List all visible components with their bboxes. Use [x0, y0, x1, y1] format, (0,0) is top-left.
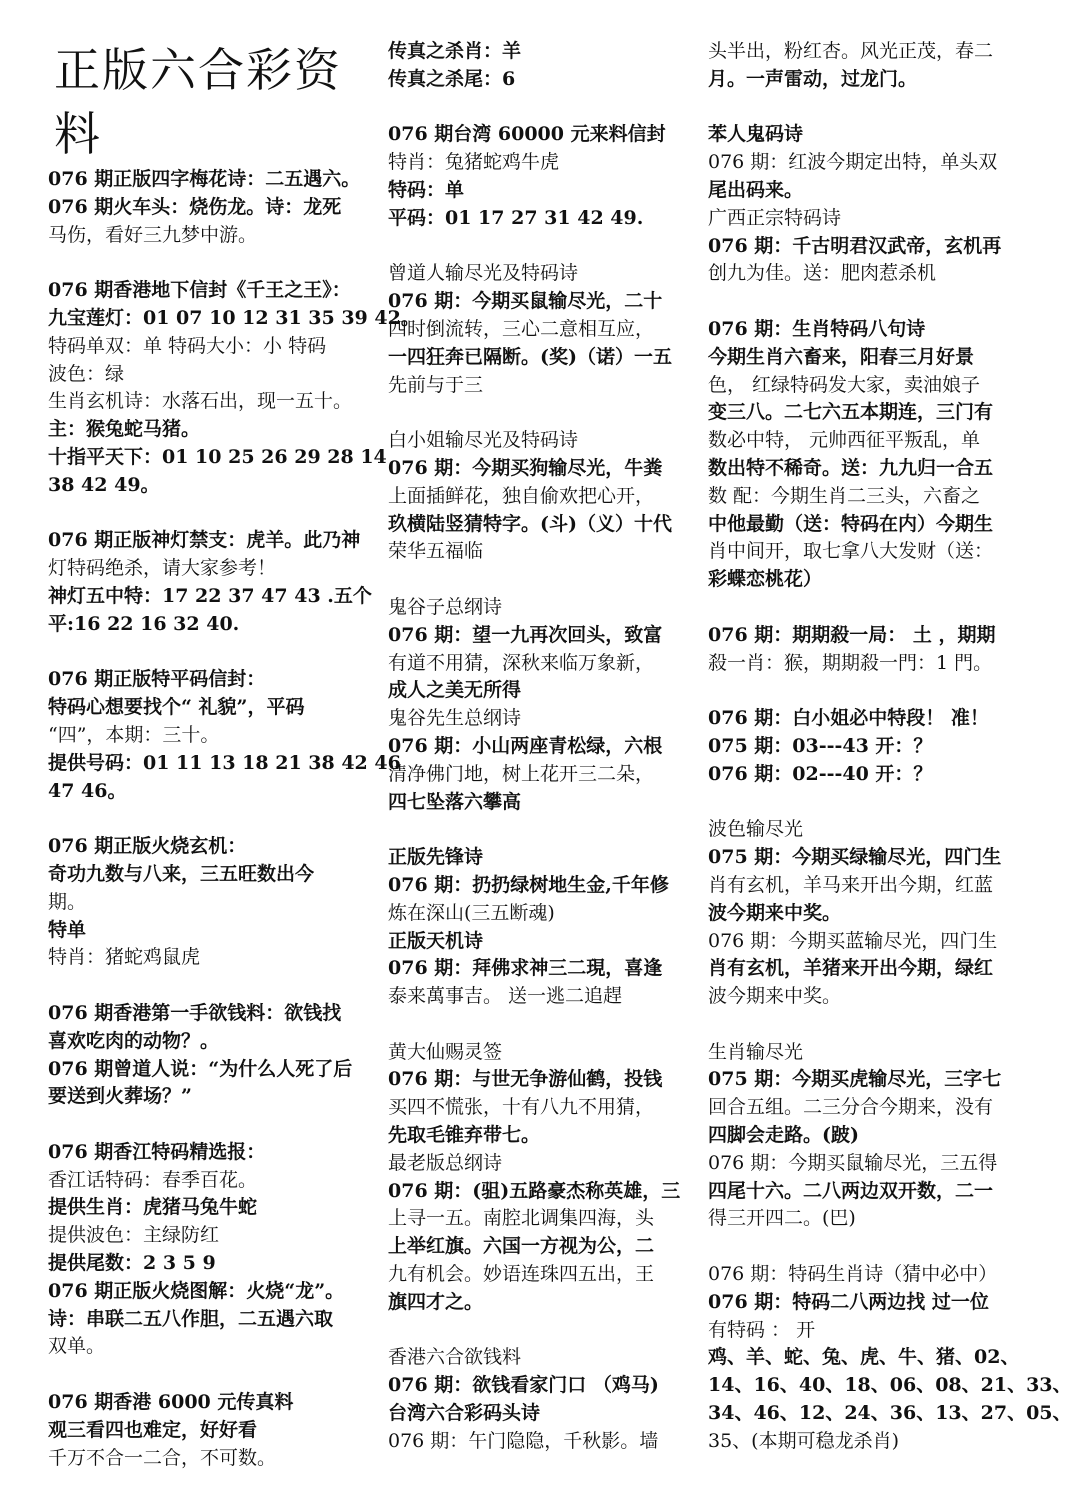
text-line: 波色：绿 [48, 362, 125, 385]
text-line: 特码：单 [388, 178, 465, 201]
text-line: 076 期火车头：烧伤龙。诗：龙死 [48, 195, 342, 218]
text-line: 075 期：03---43 开：？ [708, 734, 933, 757]
text-line: 白小姐输尽光及特码诗 [388, 429, 579, 452]
text-line: 提供尾数：2 3 5 9 [48, 1252, 216, 1275]
text-line: 076 期：今期买蓝输尽光，四门生 [708, 929, 998, 952]
text-line: 076 期：千古明君汉武帝，玄机再 [708, 234, 1002, 257]
text-line: 正版先锋诗 [388, 846, 484, 869]
text-line: 076 期：今期买鼠输尽光，三五得 [708, 1151, 998, 1174]
text-line: 色， 红绿特码发大家，卖油娘子 [708, 373, 981, 396]
text-line: 炼在深山(三五断魂) [388, 901, 555, 924]
text-line: 中他最勤（送：特码在内）今期生 [708, 512, 994, 535]
text-line: 076 期香江特码精选报： [48, 1140, 266, 1163]
text-line: 076 期香港 6000 元传真料 [48, 1391, 294, 1414]
text-line: 076 期：白小姐必中特段！ 准！ [708, 707, 989, 730]
column-middle [388, 38, 694, 1456]
paragraph-spacer [48, 805, 374, 833]
text-line: 肖中间开，取七拿八大发财（送： [708, 540, 994, 563]
text-line: 荣华五福临 [388, 540, 484, 563]
text-line: 34、46、12、24、36、13、27、05、 [708, 1402, 1072, 1425]
text-line: 正版天机诗 [388, 929, 484, 952]
text-line: 076 期：今期买狗输尽光，牛粪 [388, 456, 663, 479]
text-line: 076 期：特码二八两边找 过一位 [708, 1290, 989, 1313]
text-line: 特码心想要找个“ 礼貌”，平码 [48, 696, 305, 719]
text-line: 广西正宗特码诗 [708, 206, 842, 229]
text-line: 076 期：午门隐隐，千秋影。墙 [388, 1429, 659, 1452]
text-line: 特码单双：单 特码大小：小 特码 [48, 334, 327, 357]
text-line: 四七坠落六攀高 [388, 790, 522, 813]
text-line: 成人之美无所得 [388, 679, 522, 702]
text-line: 076 期正版神灯禁支：虎羊。此乃神 [48, 529, 361, 552]
text-line: 076 期曾道人说：“为什么人死了后 [48, 1057, 353, 1080]
page-title-line-2: 料 [54, 107, 102, 161]
text-line: 生肖玄机诗：水落石出，现一五十。 [48, 390, 353, 413]
text-line: 076 期：期期殺一局： 土 ，期期 [708, 623, 996, 646]
column-right [708, 38, 1072, 1456]
text-line: 四尾十六。二八两边双开数，二一 [708, 1179, 994, 1202]
paragraph-spacer [388, 1317, 694, 1345]
text-line: 076 期：欲钱看家门口 （鸡马) [388, 1374, 659, 1397]
text-line: 数 配：今期生肖二三头，六畜之 [708, 484, 981, 507]
text-line: 得三开四二。(巴) [708, 1207, 856, 1230]
text-line: 上寻一五。南腔北调集四海，头 [388, 1207, 655, 1230]
text-line: 上面插鲜花，独自偷欢把心开， [388, 484, 655, 507]
text-line: “四”，本期：三十。 [48, 723, 220, 746]
paragraph-spacer [48, 972, 374, 1000]
text-line: 076 期：红波今期定出特，单头双 [708, 151, 998, 174]
text-line: 双单。 [48, 1335, 106, 1358]
text-line: 上举红旗。六国一方视为公，二 [388, 1235, 655, 1258]
text-line: 47 46。 [48, 779, 127, 802]
text-line: 今期生肖六畜来，阳春三月好景 [708, 345, 975, 368]
page-title [54, 38, 374, 166]
paragraph-spacer [388, 1011, 694, 1039]
text-line: 殺一肖：猴，期期殺一門：1 門。 [708, 651, 993, 674]
text-line: 特单 [48, 918, 87, 941]
text-line: 月。一声雷动，过龙门。 [708, 67, 918, 90]
text-line: 先前与于三 [388, 373, 484, 396]
paragraph-spacer [48, 639, 374, 667]
column-middle-body [388, 38, 694, 1456]
text-line: 14、16、40、18、06、08、21、33、 [708, 1374, 1072, 1397]
text-line: 076 期：扔扔绿树地生金,千年修 [388, 873, 669, 896]
column-right-body [708, 38, 1072, 1456]
text-line: 最老版总纲诗 [388, 1151, 503, 1174]
text-line: 076 期正版四字梅花诗：二五遇六。 [48, 168, 361, 190]
text-line: 台湾六合彩码头诗 [388, 1402, 541, 1425]
text-line: 35、(本期可稳龙杀肖) [708, 1429, 900, 1452]
text-line: 期。 [48, 890, 87, 913]
text-line: 有道不用猜，深秋来临万象新， [388, 651, 655, 674]
text-line: 平:16 22 16 32 40. [48, 612, 240, 635]
text-line: 鬼谷先生总纲诗 [388, 707, 522, 730]
text-line: 买四不慌张，十有八九不用猜， [388, 1096, 655, 1119]
column-left [48, 38, 420, 1472]
text-line: 曾道人输尽光及特码诗 [388, 262, 579, 285]
text-line: 鸡、羊、蛇、兔、虎、牛、猪、02、 [708, 1346, 1020, 1369]
text-line: 四时倒流转，三心二意相互应， [388, 317, 655, 340]
text-line: 075 期：今期买虎输尽光，三字七 [708, 1068, 1002, 1091]
text-line: 奇功九数与八来，三五旺数出今 [48, 862, 315, 885]
text-line: 马伤，看好三九梦中游。 [48, 223, 258, 246]
text-line: 千万不合一二合，不可数。 [48, 1446, 277, 1469]
text-line: 九宝莲灯：01 07 10 12 31 35 39 42。 [48, 306, 420, 329]
text-line: 提供号码：01 11 13 18 21 38 42 46 [48, 751, 401, 774]
text-line: 076 期正版火烧图解：火烧“龙”。 [48, 1279, 345, 1302]
text-line: 传真之杀肖：羊 [388, 40, 522, 62]
text-line: 076 期：(驵)五路豪杰称英雄，三 [388, 1179, 681, 1202]
paragraph-spacer [388, 566, 694, 594]
text-line: 076 期：与世无争游仙鹤，投钱 [388, 1068, 663, 1091]
text-line: 数出特不稀奇。送：九九归一合五 [708, 456, 994, 479]
text-line: 头半出，粉红杏。风光正茂，春二 [708, 40, 994, 62]
paragraph-spacer [708, 789, 1030, 817]
text-line: 鬼谷子总纲诗 [388, 595, 503, 618]
text-line: 平码：01 17 27 31 42 49. [388, 206, 644, 229]
text-line: 观三看四也难定，好好看 [48, 1418, 258, 1441]
text-line: 38 42 49。 [48, 473, 160, 496]
text-line: 提供生肖：虎猪马兔牛蛇 [48, 1196, 258, 1219]
text-line: 波色输尽光 [708, 818, 804, 841]
paragraph-spacer [708, 288, 1030, 316]
paragraph-spacer [708, 594, 1030, 622]
text-line: 尾出码来。 [708, 178, 804, 201]
text-line: 特肖：兔猪蛇鸡牛虎 [388, 151, 560, 174]
text-line: 075 期：今期买绿输尽光，四门生 [708, 846, 1002, 869]
paragraph-spacer [48, 500, 374, 528]
text-line: 076 期香港第一手欲钱料：欲钱找 [48, 1001, 342, 1024]
text-line: 传真之杀尾：6 [388, 67, 516, 90]
text-line: 喜欢吃肉的动物？。 [48, 1029, 220, 1052]
paragraph-spacer [388, 399, 694, 427]
paragraph-spacer [48, 1361, 374, 1389]
paragraph-spacer [388, 94, 694, 122]
text-line: 波今期来中奖。 [708, 901, 842, 924]
text-line: 波今期来中奖。 [708, 985, 842, 1008]
page-title-line-1: 正版六合彩资 [54, 43, 342, 97]
text-line: 肖有玄机，羊马来开出今期，红蓝 [708, 873, 994, 896]
text-line: 076 期：望一九再次回头，致富 [388, 623, 663, 646]
text-line: 回合五组。二三分合今期来，没有 [708, 1096, 994, 1119]
text-line: 有特码 ： 开 [708, 1318, 816, 1341]
text-line: 彩蝶恋桃花） [708, 568, 823, 591]
text-line: 数必中特， 元帅西征平叛乱，单 [708, 429, 981, 452]
text-line: 076 期：生肖特码八句诗 [708, 317, 926, 340]
column-left-body [48, 166, 420, 1472]
text-line: 九有机会。妙语连珠四五出，王 [388, 1263, 655, 1286]
text-line: 玖横陆竖猜特字。(斗)（义）十代 [388, 512, 672, 535]
paragraph-spacer [48, 249, 374, 277]
text-line: 一四狂奔已隔断。(奖)（诺）一五 [388, 345, 672, 368]
text-line: 神灯五中特：17 22 37 47 43 .五个 [48, 584, 372, 607]
text-line: 076 期：今期买鼠输尽光，二十 [388, 290, 663, 313]
text-line: 清净佛门地，树上花开三二朵， [388, 762, 655, 785]
text-line: 旗四才之。 [388, 1290, 484, 1313]
text-line: 灯特码绝杀，请大家参考！ [48, 557, 277, 580]
text-line: 076 期台湾 60000 元来料信封 [388, 123, 666, 146]
text-line: 泰来萬事吉。 送一逃二追趕 [388, 985, 623, 1008]
paragraph-spacer [708, 1011, 1030, 1039]
text-line: 香江话特码：春季百花。 [48, 1168, 258, 1191]
text-line: 076 期香港地下信封《千王之王》： [48, 279, 351, 302]
paragraph-spacer [48, 1111, 374, 1139]
text-line: 诗：串联二五八作胆，二五遇六取 [48, 1307, 334, 1330]
paragraph-spacer [388, 233, 694, 261]
paragraph-spacer [708, 1233, 1030, 1261]
text-line: 肖有玄机，羊猪来开出今期，绿红 [708, 957, 994, 980]
text-line: 创九为佳。送：肥肉惹杀机 [708, 262, 937, 285]
text-line: 生肖输尽光 [708, 1040, 804, 1063]
text-line: 苯人鬼码诗 [708, 123, 804, 146]
text-line: 076 期：02---40 开：？ [708, 762, 933, 785]
text-line: 076 期：特码生肖诗（猜中必中） [708, 1263, 998, 1286]
paragraph-spacer [388, 816, 694, 844]
text-line: 黄大仙赐灵签 [388, 1040, 503, 1063]
text-line: 主：猴兔蛇马猪。 [48, 418, 201, 441]
paragraph-spacer [708, 677, 1030, 705]
text-line: 076 期：拜佛求神三二現，喜逢 [388, 957, 663, 980]
text-line: 076 期正版火烧玄机： [48, 835, 247, 858]
text-line: 076 期正版特平码信封： [48, 668, 266, 691]
text-line: 四脚会走路。(跛) [708, 1124, 859, 1147]
text-line: 要送到火葬场？” [48, 1085, 192, 1108]
text-line: 提供波色：主绿防红 [48, 1224, 220, 1247]
text-line: 变三八。二七六五本期连，三门有 [708, 401, 994, 424]
text-line: 香港六合欲钱料 [388, 1346, 522, 1369]
text-line: 076 期：小山两座青松绿，六根 [388, 734, 663, 757]
text-line: 特肖：猪蛇鸡鼠虎 [48, 946, 201, 969]
text-line: 先取毛锥弃带七。 [388, 1124, 541, 1147]
text-line: 十指平天下：01 10 25 26 29 28 14 [48, 445, 387, 468]
paragraph-spacer [708, 94, 1030, 122]
